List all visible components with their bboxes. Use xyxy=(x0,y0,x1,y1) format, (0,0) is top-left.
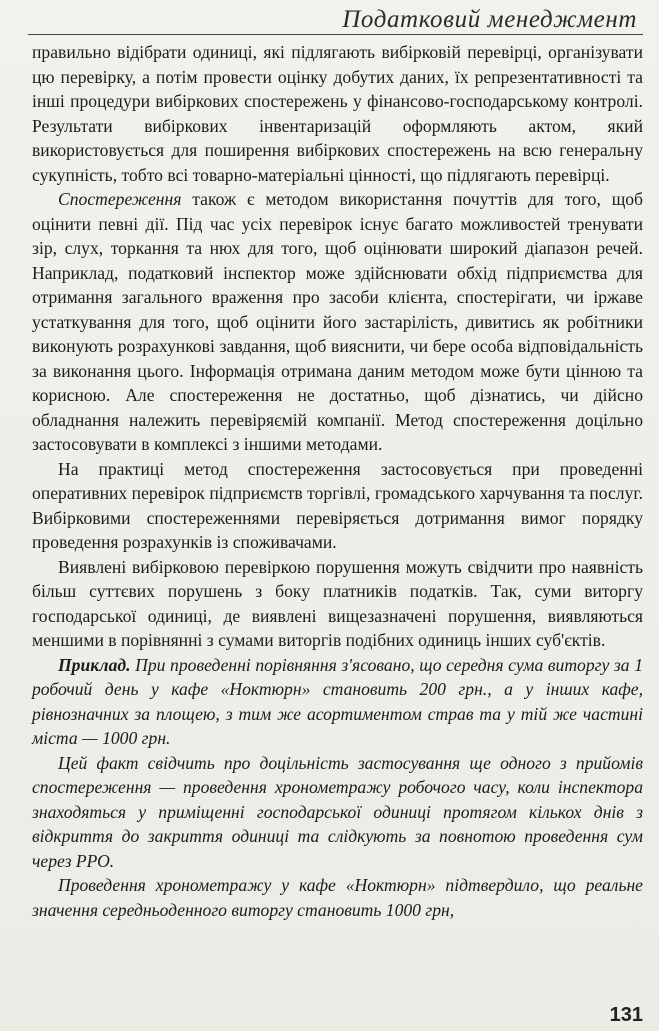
term-observation: Спостереження xyxy=(58,189,182,209)
paragraph-violations: Виявлені вибірковою перевіркою порушення можуть свідчити про наявність більш суттєвих порушень з боку платників податків. Так, суми виторгу господарської одиниці, де виявлені вищезазначені порушення, виявляються меншими в порівнянні з сумами виторгів подібних одиниць інших суб'єктів. xyxy=(32,556,643,650)
example-label: Приклад. xyxy=(58,654,131,675)
paragraph-confirmation: Проведення хронометражу у кафе «Ноктюрн» підтвердило, що реальне значення середньоденного виторгу становить 1000 грн, xyxy=(32,875,643,920)
paragraph-continuation: правильно відібрати одиниці, які підлягають вибірковій перевірці, організувати цю перевірку, а потім провести оцінку добутих даних, їх репрезентативності та інші процедури вибіркових спостережень у фінансово-господарському контролі. Результати вибіркових інвентаризацій оформляють актом, який використовується для поширення вибіркових спостережень на всю генеральну сукупність, тобто всі товарно-матеріальні цінності, що підлягають перевірці. xyxy=(32,42,643,185)
page-number: 131 xyxy=(609,1004,643,1026)
paragraph-example xyxy=(32,653,643,751)
running-header: Податковий менеджмент xyxy=(342,6,637,33)
page-body xyxy=(32,40,643,922)
example-text: При проведенні порівняння з'ясовано, що середня сума виторгу за 1 робочий день у кафе «Ноктюрн» становить 200 грн., а у інших кафе, рівнозначних за площею, з тим же асортиментом страв та у тій же частині міста — 1000 грн. xyxy=(32,654,643,748)
header-divider xyxy=(28,34,643,35)
paragraph-timing: Цей факт свідчить про доцільність застосування ще одного з прийомів спостереження — проведення хронометражу робочого часу, коли інспектора знаходяться у приміщенні господарської одиниці протягом кількох днів з відкриття до закриття одиниці та слідкують за повнотою проведення сум через РРО. xyxy=(32,752,643,871)
paragraph-observation-text: також є методом використання почуттів для того, щоб оцінити певні дії. Під час усіх перевірок існує багато можливостей тренувати зір, слух, торкання та нюх для того, щоб оцінювати широкий діапазон речей. Наприклад, податковий інспектор може здійснювати обхід підприємства для отримання загального враження про засоби клієнта, спостерігати, чи іржаве устаткування для того, щоб оцінити його застарілість, дивитись як робітники виконують розрахункові завдання, щоб вияснити, чи бере особа відповідальність за виконання цього. Інформація отримана даним методом може бути цінною та корисною. Але спостереження не достатньо, щоб дізнатись, чи дійсно обладнання належить перевіряємій компанії. Метод спостереження доцільно застосовувати в комплексі з іншими методами. xyxy=(32,189,643,454)
paragraph-practice: На практиці метод спостереження застосовується при проведенні оперативних перевірок підприємств торгівлі, громадського харчування та послуг. Вибірковими спостереженнями перевіряється дотримання вимог порядку проведення розрахунків із споживачами. xyxy=(32,458,643,552)
paragraph-observation xyxy=(32,187,643,457)
